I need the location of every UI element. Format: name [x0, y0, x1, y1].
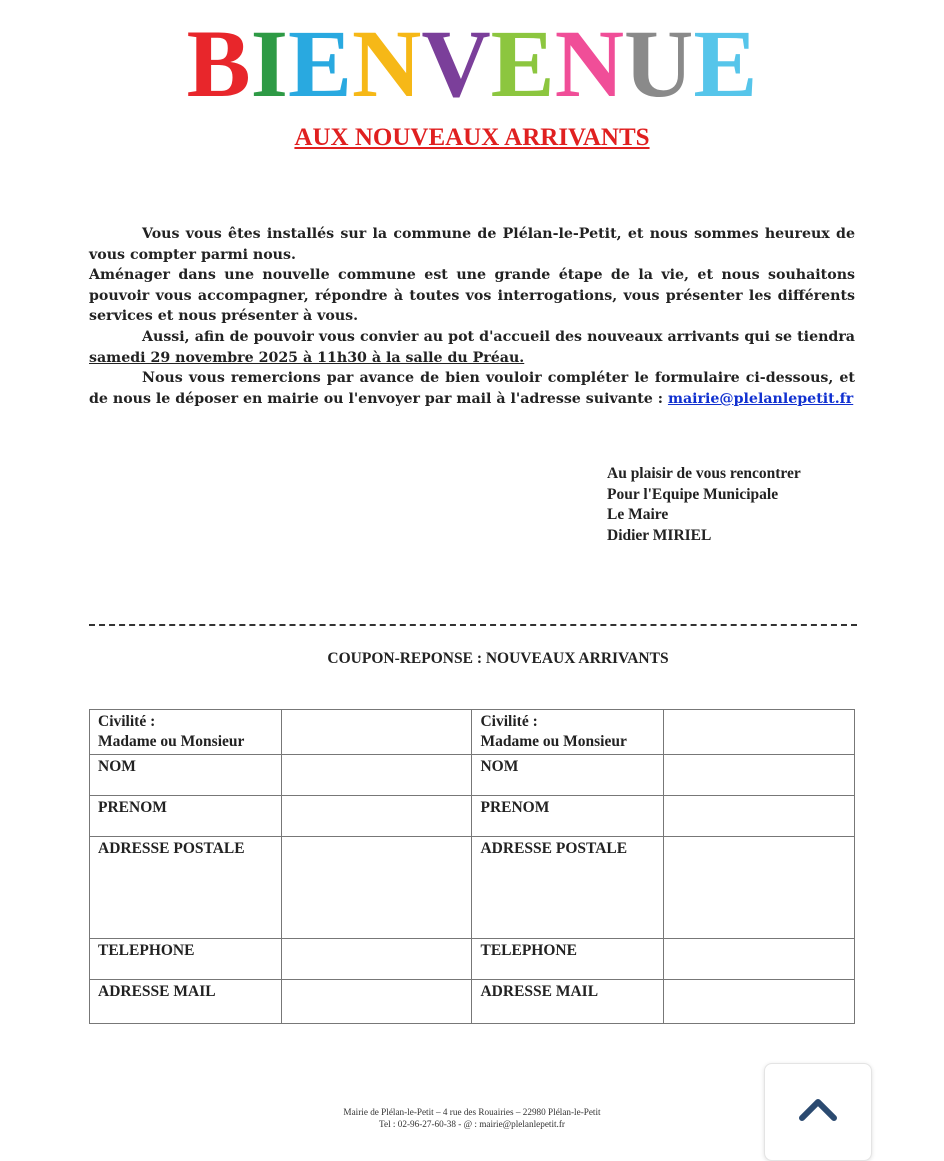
- prenom-field-1[interactable]: [281, 796, 472, 837]
- title-letter: N: [554, 10, 625, 117]
- letter-invitation-text: Aussi, afin de pouvoir vous convier au pot d'accueil des nouveaux arrivants qui se tiendra: [142, 328, 855, 345]
- page-subtitle: AUX NOUVEAUX ARRIVANTS: [294, 124, 650, 151]
- nom-field-1[interactable]: [281, 755, 472, 796]
- letter-paragraph-2: Aménager dans une nouvelle commune est une grande étape de la vie, et nous souhaitons pouvoir vous accompagner, répondre à toutes vos interrogations, vous présenter les différents services et nous présenter à vous.: [89, 267, 855, 325]
- prenom-label: PRENOM: [90, 796, 282, 837]
- footer-contact: Tel : 02-96-27-60-38 - @ : mairie@plelanlepetit.fr: [379, 1119, 565, 1129]
- table-row: [90, 939, 855, 980]
- chevron-up-icon: [798, 1094, 838, 1124]
- scroll-to-top-button[interactable]: [764, 1063, 872, 1161]
- email-link[interactable]: mairie@plelanlepetit.fr: [667, 390, 854, 407]
- nom-label: NOM: [90, 755, 282, 796]
- mail-label: ADRESSE MAIL: [472, 980, 664, 1024]
- cut-line-divider: [89, 624, 857, 626]
- prenom-field-2[interactable]: [664, 796, 855, 837]
- page-title: [0, 10, 944, 117]
- letter-paragraph-4: [89, 368, 855, 409]
- signature-line-4: Didier MIRIEL: [607, 526, 712, 544]
- table-row: [90, 837, 855, 939]
- mail-field-2[interactable]: [664, 980, 855, 1024]
- prenom-label: PRENOM: [472, 796, 664, 837]
- mail-field-1[interactable]: [281, 980, 472, 1024]
- title-letter: E: [490, 10, 555, 117]
- title-letter: B: [186, 10, 251, 117]
- footer-address: Mairie de Plélan-le-Petit – 4 rue des Rouairies – 22980 Plélan-le-Petit: [343, 1107, 601, 1117]
- title-letter: V: [421, 10, 491, 117]
- nom-label: NOM: [472, 755, 664, 796]
- title-letter: N: [352, 10, 422, 117]
- coupon-form-table: [89, 709, 855, 1024]
- civilite-field-1[interactable]: [281, 710, 472, 755]
- adresse-field-1[interactable]: [281, 837, 472, 939]
- title-letter: I: [250, 10, 288, 117]
- title-letter: E: [287, 10, 353, 117]
- signature-block: [607, 464, 801, 546]
- welcome-letter: [89, 224, 855, 409]
- title-letter: E: [693, 10, 758, 117]
- civilite-label: Civilité : Madame ou Monsieur: [472, 710, 664, 755]
- mail-label: ADRESSE MAIL: [90, 980, 282, 1024]
- telephone-field-2[interactable]: [664, 939, 855, 980]
- signature-line-2: Pour l'Equipe Municipale: [607, 485, 779, 503]
- telephone-field-1[interactable]: [281, 939, 472, 980]
- title-letter: U: [624, 10, 694, 117]
- event-date: samedi 29 novembre 2025 à 11h30 à la salle du Préau.: [89, 349, 525, 366]
- letter-paragraph-1: Vous vous êtes installés sur la commune de Plélan-le-Petit, et nous sommes heureux de vous compter parmi nous.: [89, 226, 855, 263]
- letter-paragraph-3: [89, 327, 855, 368]
- telephone-label: TELEPHONE: [472, 939, 664, 980]
- telephone-label: TELEPHONE: [90, 939, 282, 980]
- adresse-label: ADRESSE POSTALE: [90, 837, 282, 939]
- civilite-field-2[interactable]: [664, 710, 855, 755]
- signature-line-3: Le Maire: [607, 506, 669, 523]
- coupon-title: COUPON-REPONSE : NOUVEAUX ARRIVANTS: [327, 650, 669, 667]
- table-row: [90, 980, 855, 1024]
- civilite-label: Civilité : Madame ou Monsieur: [90, 710, 282, 755]
- signature-line-1: Au plaisir de vous rencontrer: [607, 465, 801, 482]
- table-row: [90, 755, 855, 796]
- nom-field-2[interactable]: [664, 755, 855, 796]
- adresse-field-2[interactable]: [664, 837, 855, 939]
- adresse-label: ADRESSE POSTALE: [472, 837, 664, 939]
- table-row: [90, 710, 855, 755]
- letter-form-request: Nous vous remercions par avance de bien vouloir compléter le formulaire ci-dessous, et de nous le déposer en mairie ou l'envoyer par mail à l'adresse suivante :: [89, 370, 855, 407]
- table-row: [90, 796, 855, 837]
